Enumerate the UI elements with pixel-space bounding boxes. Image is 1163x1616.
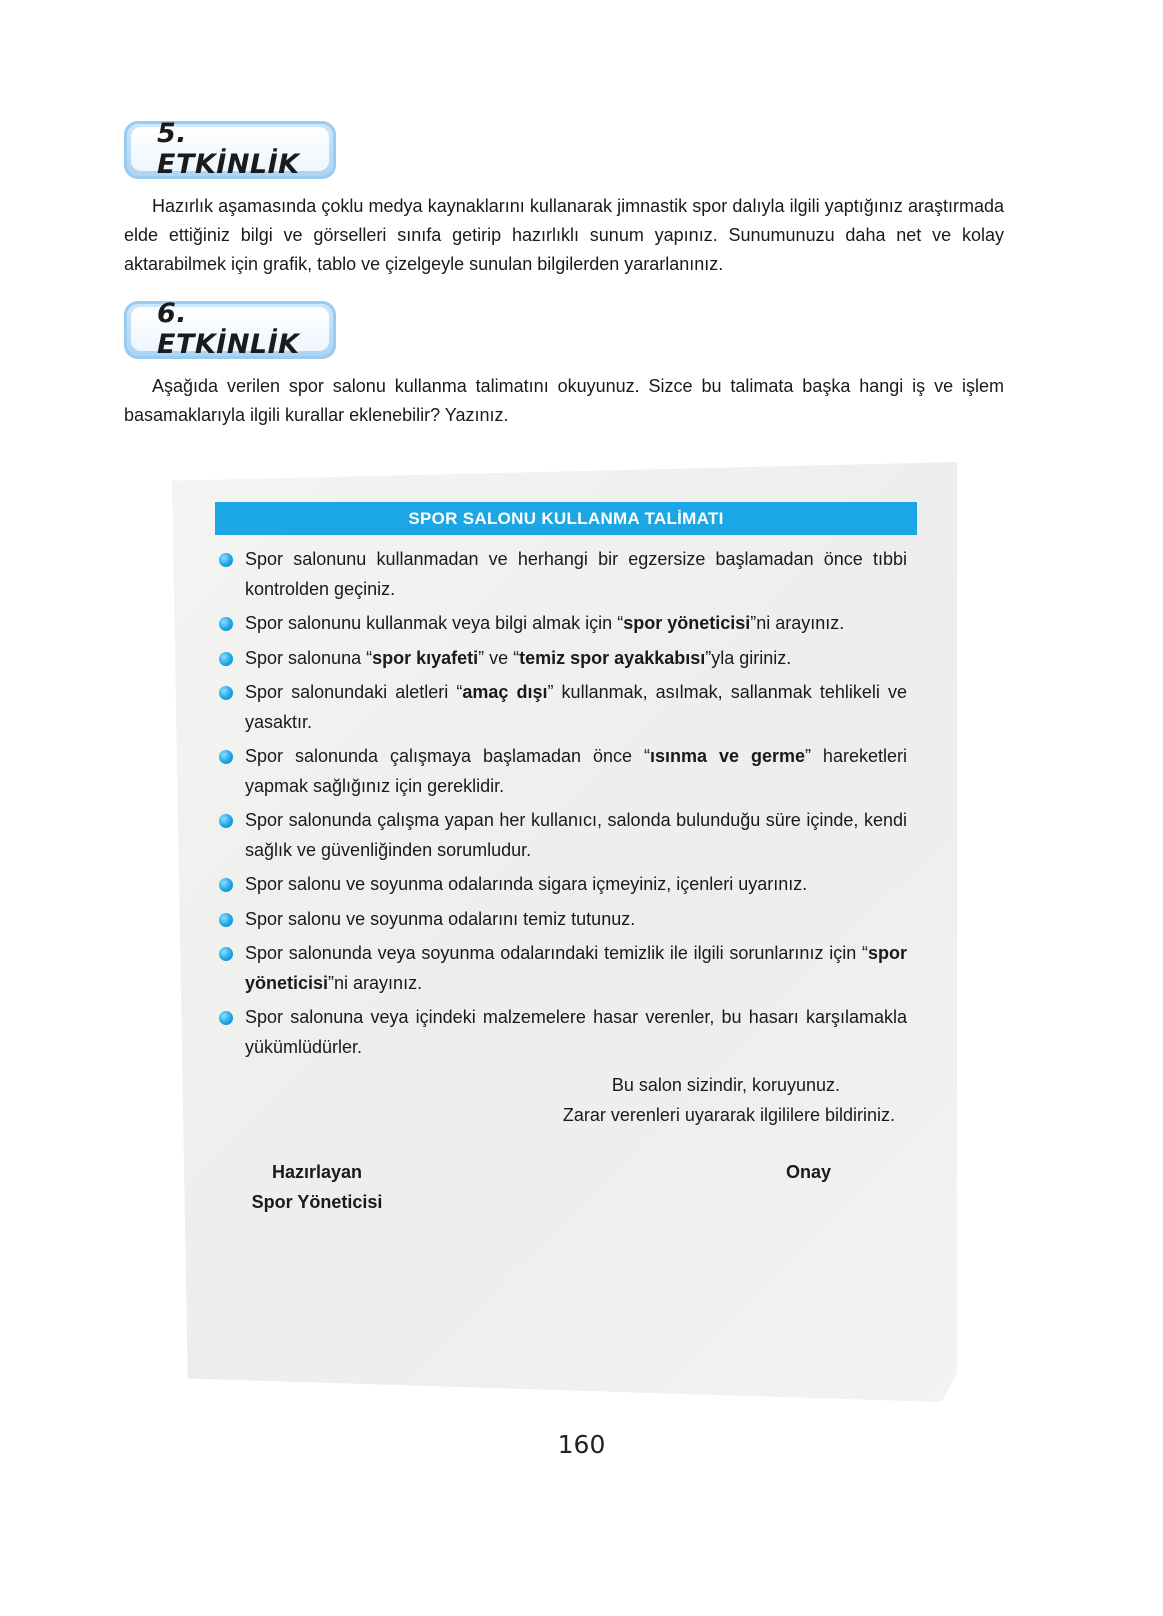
bullet-icon <box>219 814 233 828</box>
bullet-icon <box>219 913 233 927</box>
activity-6-badge <box>124 298 336 360</box>
rule-item: Spor salonundaki aletleri “amaç dışı” kullanmak, asılmak, sallanmak tehlikeli ve yasaktır. <box>219 678 907 737</box>
bullet-icon <box>219 553 233 567</box>
rule-item: Spor salonu ve soyunma odalarında sigara içmeyiniz, içenleri uyarınız. <box>219 870 907 900</box>
activity-5-badge <box>124 118 336 180</box>
closing-line-2: Zarar verenleri uyararak ilgililere bildiriniz. <box>562 1104 895 1125</box>
page-number: 160 <box>557 1430 606 1459</box>
activity-6-title: 6. ETKİNLİK <box>131 307 329 351</box>
closing-line-1: Bu salon sizindir, koruyunuz. <box>611 1075 840 1095</box>
approval-label: Onay <box>786 1162 832 1182</box>
rule-item: Spor salonuna “spor kıyafeti” ve “temiz spor ayakkabısı”yla giriniz. <box>219 644 907 674</box>
rule-item: Spor salonunda çalışmaya başlamadan önce “ısınma ve germe” hareketleri yapmak sağlığınız için gereklidir. <box>219 742 907 801</box>
rule-item: Spor salonu ve soyunma odalarını temiz tutunuz. <box>219 905 907 935</box>
activity-5-title: 5. ETKİNLİK <box>131 127 329 171</box>
bullet-icon <box>219 947 233 961</box>
bullet-icon <box>219 750 233 764</box>
prepared-by-role: Spor Yöneticisi <box>251 1191 383 1212</box>
prepared-by <box>245 1158 389 1217</box>
instruction-header: SPOR SALONU KULLANMA TALİMATI <box>215 502 917 535</box>
rule-item: Spor salonunda çalışma yapan her kullanıcı, salonda bulunduğu süre içinde, kendi sağlık ve güvenliğinden sorumludur. <box>219 806 907 865</box>
rule-item: Spor salonunu kullanmak veya bilgi almak için “spor yöneticisi”ni arayınız. <box>219 609 907 639</box>
activity-6-text: Aşağıda verilen spor salonu kullanma talimatını okuyunuz. Sizce bu talimata başka hangi iş ve işlem basamaklarıyla ilgili kurallar eklenebilir? Yazınız. <box>124 376 1004 425</box>
rule-item: Spor salonuna veya içindeki malzemelere hasar verenler, bu hasarı karşılamakla yükümlüdürler. <box>219 1003 907 1062</box>
rule-item: Spor salonunda veya soyunma odalarındaki temizlik ile ilgili sorunlarınız için “spor yöneticisi”ni arayınız. <box>219 939 907 998</box>
bullet-icon <box>219 617 233 631</box>
closing-note <box>563 1071 895 1130</box>
bullet-icon <box>219 878 233 892</box>
bullet-icon <box>219 1011 233 1025</box>
rules-list <box>219 545 907 1067</box>
prepared-by-label: Hazırlayan <box>271 1162 363 1182</box>
bullet-icon <box>219 686 233 700</box>
bullet-icon <box>219 652 233 666</box>
rule-item: Spor salonunu kullanmadan ve herhangi bir egzersize başlamadan önce tıbbi kontrolden geçiniz. <box>219 545 907 604</box>
activity-5-text: Hazırlık aşamasında çoklu medya kaynaklarını kullanarak jimnastik spor dalıyla ilgili yaptığınız araştırmada elde ettiğiniz bilgi ve görselleri sınıfa getirip hazırlıklı sunum yapınız. Sunumunuzu daha net ve kolay aktarabilmek için grafik, tablo ve çizelgeyle sunulan bilgilerden yararlanınız. <box>124 196 1004 274</box>
